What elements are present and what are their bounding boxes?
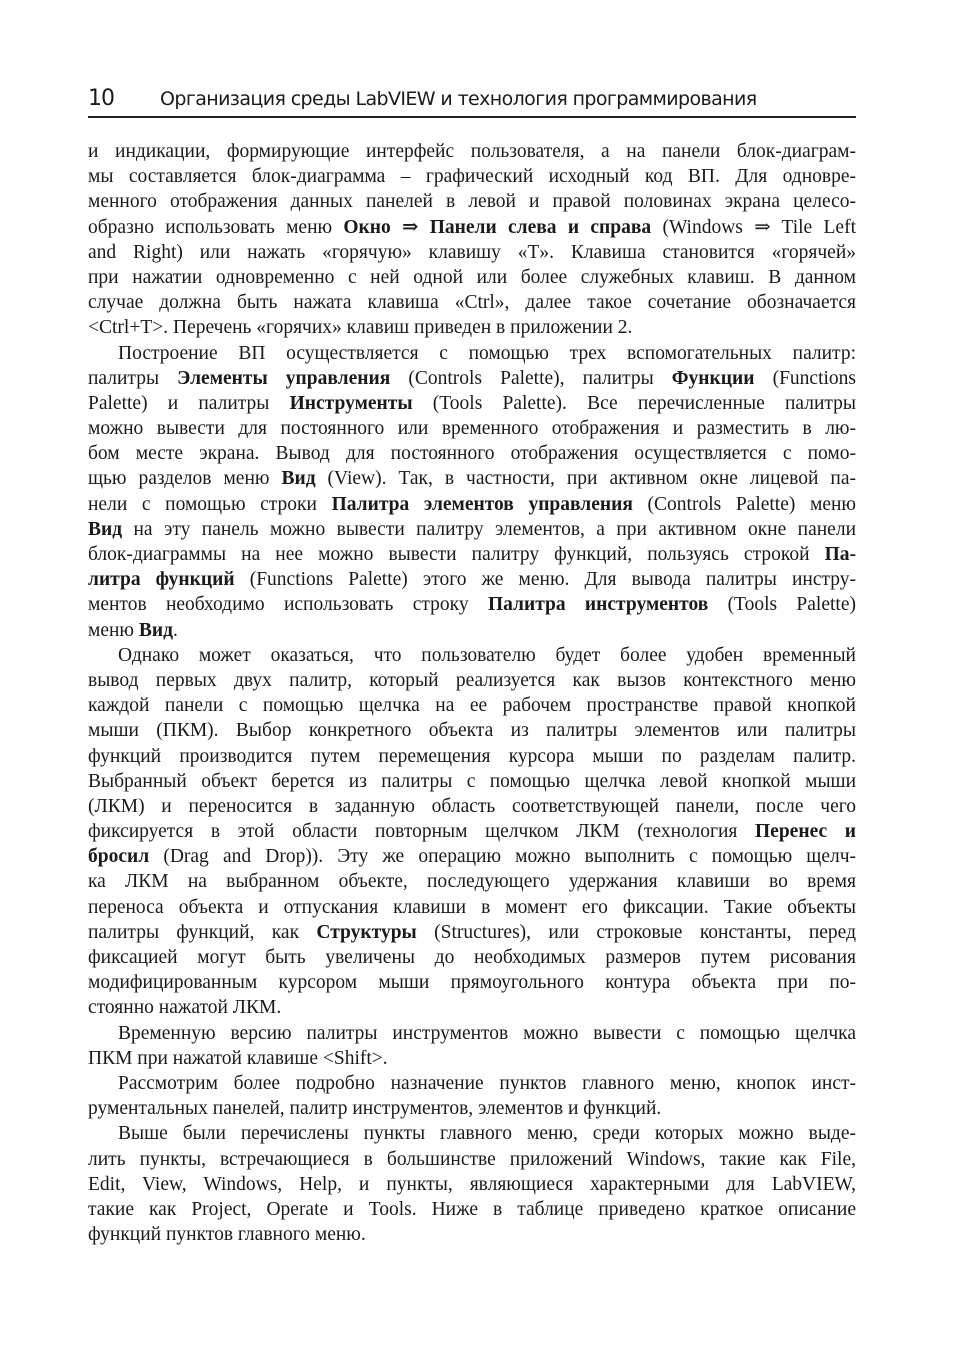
text-line — [88, 139, 856, 164]
bold-term: литра функций — [88, 569, 235, 591]
page-number: 10 — [88, 86, 114, 111]
text-run: (Structures), или строковые константы, перед — [416, 921, 856, 943]
text-run: переноса объекта и отпускания клавиши в момент его фиксации. Такие объекты — [88, 896, 856, 918]
text-run: модифицированным курсором мыши прямоугольного контура объекта при по- — [88, 972, 856, 994]
text-run: Однако может оказаться, что пользователю будет более удобен временный — [118, 644, 856, 666]
text-run: (Controls Palette) меню — [632, 493, 856, 515]
bold-term: Вид — [88, 518, 123, 540]
text-run: ментов необходимо использовать строку — [88, 594, 488, 616]
text-line — [88, 945, 856, 970]
text-run: ПКМ при нажатой клавише <Shift>. — [88, 1047, 388, 1069]
text-line — [88, 1096, 856, 1121]
bold-term: Окно ⇒ Панели слева и справа — [343, 216, 652, 238]
text-line — [88, 391, 856, 416]
text-run: (View). Так, в частности, при активном окне лицевой па- — [315, 468, 856, 490]
text-run: Временную версию палитры инструментов можно вывести с помощью щелчка — [118, 1022, 856, 1044]
bold-term: Вид — [281, 468, 316, 490]
header-rule — [88, 116, 856, 118]
text-line — [88, 189, 856, 214]
text-run: рументальных панелей, палитр инструментов, элементов и функций. — [88, 1098, 662, 1120]
text-run: (Tools Palette). Все перечисленные палитры — [412, 392, 856, 414]
text-line — [88, 643, 856, 668]
bold-term: Функции — [671, 367, 755, 389]
text-run: при нажатии одновременно с ней одной или более служебных клавиш. В данном — [88, 266, 856, 288]
text-run: мы составляется блок-диаграмма – графический исходный код ВП. Для одновре- — [88, 166, 856, 188]
text-run: каждой панели с помощью щелчка на ее рабочем пространстве правой кнопкой — [88, 695, 856, 717]
text-run: фиксацией могут быть увеличены до необходимых размеров путем рисования — [88, 947, 856, 968]
bold-term: Инструменты — [289, 392, 413, 414]
text-run: палитры функций, как — [88, 921, 317, 943]
text-line — [88, 668, 856, 693]
text-run: <Ctrl+T>. Перечень «горячих» клавиш приведен в приложении 2. — [88, 317, 633, 339]
text-line — [88, 1222, 856, 1247]
text-run: образно использовать меню — [88, 216, 344, 238]
text-run: и индикации, формирующие интерфейс пользователя, а на панели блок-диаграм- — [88, 141, 856, 162]
bold-term: Палитра элементов управления — [331, 493, 633, 515]
text-run: (Drag and Drop)). Эту же операцию можно выполнить с помощью щелч- — [149, 846, 856, 868]
text-line — [88, 744, 856, 769]
text-run: . — [172, 619, 178, 641]
paragraph — [88, 139, 856, 341]
text-run: Выше были перечислены пункты главного меню, среди которых можно выде- — [118, 1123, 856, 1145]
text-line — [88, 1071, 856, 1096]
text-run: Palette) и палитры — [88, 392, 290, 414]
text-line — [88, 718, 856, 743]
text-line — [88, 1046, 856, 1071]
text-line — [88, 466, 856, 491]
text-line — [88, 895, 856, 920]
text-line — [88, 1147, 856, 1172]
text-run: функций производится путем перемещения курсора мыши по разделам палитр. — [88, 745, 856, 767]
paragraph — [88, 1071, 856, 1121]
text-run: случае должна быть нажата клавиша «Ctrl», далее такое сочетание обозначается — [88, 292, 856, 314]
bold-term: Вид — [138, 619, 173, 641]
text-run: нели с помощью строки — [88, 493, 332, 515]
text-run: Edit, View, Windows, Help, и пункты, являющиеся характерными для LabVIEW, — [88, 1173, 856, 1195]
text-run: вывод первых двух палитр, который реализуется как вызов контекстного меню — [88, 669, 856, 691]
text-run: блок-диаграммы на нее можно вывести палитру функций, пользуясь строкой — [88, 544, 825, 565]
text-run: (Tools Palette) — [708, 594, 856, 616]
text-line — [88, 366, 856, 391]
text-line — [88, 920, 856, 945]
paragraph — [88, 1021, 856, 1071]
body-text — [88, 139, 856, 1247]
bold-term: бросил — [88, 846, 150, 868]
text-line — [88, 1197, 856, 1222]
text-line — [88, 1021, 856, 1046]
paragraph — [88, 341, 856, 643]
text-run: (Functions — [754, 367, 857, 389]
text-line — [88, 240, 856, 265]
text-line — [88, 265, 856, 290]
text-line — [88, 517, 856, 542]
text-line — [88, 844, 856, 869]
text-line — [88, 315, 856, 340]
text-line — [88, 618, 856, 643]
text-line — [88, 542, 856, 567]
text-run: такие как Project, Operate и Tools. Ниже в таблице приведено краткое описание — [88, 1198, 856, 1220]
bold-term: Па- — [824, 544, 856, 565]
text-run: менного отображения данных панелей в левой и правой половинах экрана целесо- — [88, 191, 856, 213]
text-line — [88, 290, 856, 315]
text-line — [88, 416, 856, 441]
text-line — [88, 215, 856, 240]
text-line — [88, 769, 856, 794]
text-line — [88, 341, 856, 366]
text-run: лить пункты, встречающиеся в большинстве приложений Windows, такие как File, — [88, 1148, 856, 1170]
bold-term: Элементы управления — [177, 367, 391, 389]
text-run: (Functions Palette) этого же меню. Для вывода палитры инстру- — [234, 569, 856, 591]
text-run: щью разделов меню — [88, 468, 282, 490]
text-run: (Controls Palette), палитры — [390, 367, 672, 389]
text-run: and Right) или нажать «горячую» клавишу «T». Клавиша становится «горячей» — [88, 241, 856, 263]
text-line — [88, 693, 856, 718]
text-line — [88, 970, 856, 995]
text-run: функций пунктов главного меню. — [88, 1224, 366, 1246]
text-line — [88, 1121, 856, 1146]
text-run: ка ЛКМ на выбранном объекте, последующего удержания клавиши во время — [88, 871, 856, 893]
text-run: фиксируется в этой области повторным щелчком ЛКМ (технология — [88, 821, 756, 843]
text-run: палитры — [88, 367, 178, 389]
running-header — [88, 84, 856, 118]
text-line — [88, 164, 856, 189]
bold-term: Палитра инструментов — [487, 594, 709, 616]
paragraph — [88, 643, 856, 1021]
running-title: Организация среды LabVIEW и технология программирования — [160, 88, 757, 110]
text-run: Построение ВП осуществляется с помощью трех вспомогательных палитр: — [118, 342, 856, 364]
text-run: бом месте экрана. Вывод для постоянного отображения осуществляется с помо- — [88, 443, 856, 465]
text-run: (Windows ⇒ Tile Left — [651, 216, 856, 238]
text-line — [88, 567, 856, 592]
bold-term: Перенес и — [755, 821, 856, 843]
text-line — [88, 794, 856, 819]
text-line — [88, 869, 856, 894]
text-run: Рассмотрим более подробно назначение пунктов главного меню, кнопок инст- — [118, 1072, 856, 1094]
paragraph — [88, 1121, 856, 1247]
text-run: на эту панель можно вывести палитру элементов, а при активном окне панели — [122, 518, 856, 540]
text-line — [88, 995, 856, 1020]
text-run: Выбранный объект берется из палитры с помощью щелчка левой кнопкой мыши — [88, 770, 856, 792]
text-run: мыши (ПКМ). Выбор конкретного объекта из палитры элементов или палитры — [88, 720, 856, 742]
text-run: стоянно нажатой ЛКМ. — [88, 997, 282, 1019]
text-run: можно вывести для постоянного или временного отображения и разместить в лю- — [88, 418, 856, 440]
text-run: меню — [88, 619, 139, 641]
text-line — [88, 492, 856, 517]
text-line — [88, 592, 856, 617]
bold-term: Структуры — [316, 921, 417, 943]
text-line — [88, 441, 856, 466]
text-line — [88, 1172, 856, 1197]
text-line — [88, 819, 856, 844]
text-run: (ЛКМ) и переносится в заданную область соответствующей панели, после чего — [88, 795, 856, 817]
